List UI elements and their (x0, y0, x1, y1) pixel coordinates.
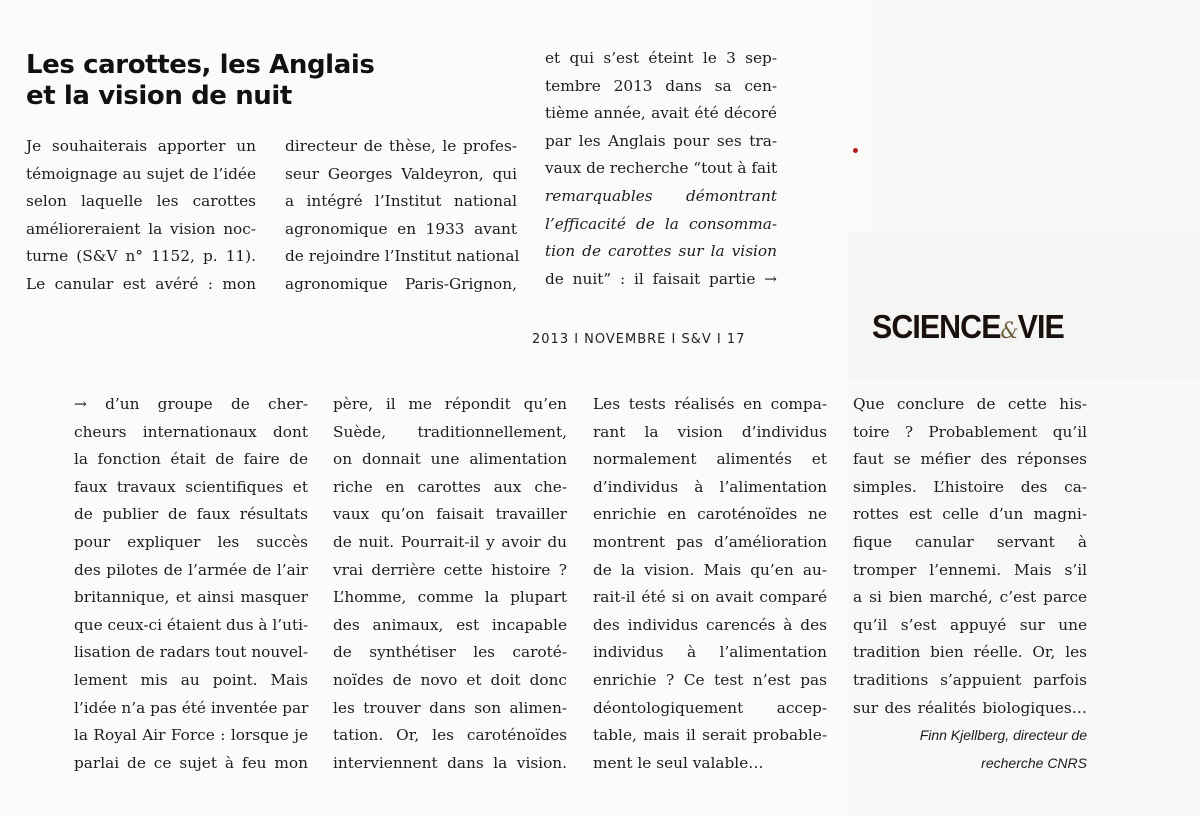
science-et-vie-logo (872, 308, 1064, 346)
title-line: Les carottes, les Anglais (26, 50, 375, 80)
text-line: ment le seul valable… (593, 753, 764, 772)
text-line: la Royal Air Force : lorsque je (74, 726, 308, 745)
text-line: → d’un groupe de cher- (74, 395, 308, 413)
text-line: agronomique en 1933 avant (285, 219, 517, 238)
text-line: l’efficacité de la consomma- (545, 214, 777, 233)
text-line: rait-il été si on avait comparé (593, 588, 827, 607)
page2-column-3 (593, 391, 827, 777)
text-line: individus à l’alimentation (593, 643, 827, 662)
text-line: des pilotes de l’armée de l’air (74, 560, 308, 579)
text-line: témoignage au sujet de l’idée (26, 164, 256, 183)
text-line: lement mis au point. Mais (74, 670, 308, 689)
text-line: selon laquelle les carottes (26, 192, 256, 211)
text-line: déontologiquement accep- (593, 698, 827, 717)
text-line: enrichie ? Ce test n’est pas (593, 670, 827, 689)
text-line: directeur de thèse, le profes- (285, 137, 517, 155)
text-line: table, mais il serait probable- (593, 726, 827, 745)
text-line: traditions s’appuient parfois (853, 670, 1087, 689)
text-line: seur Georges Valdeyron, qui (285, 164, 517, 183)
text-line: vaux de recherche “tout à fait (545, 159, 778, 178)
text-line: fique canular servant à (853, 532, 1087, 551)
text-line: cheurs internationaux dont (74, 422, 308, 441)
title-line: et la vision de nuit (26, 81, 292, 111)
text-line: sur des réalités biologiques… (853, 698, 1087, 717)
text-line: simples. L’histoire des ca- (853, 477, 1087, 496)
logo-paper (848, 232, 1200, 378)
text-line: tième année, avait été décoré (545, 104, 777, 123)
text-line: de rejoindre l’Institut national (285, 247, 520, 266)
text-line: que ceux-ci étaient dus à l’uti- (74, 615, 309, 634)
text-line: de la vision. Mais qu’en au- (593, 560, 827, 579)
logo-ampersand: & (1000, 319, 1018, 344)
text-line: agronomique Paris-Grignon, (285, 274, 517, 293)
text-line: rottes est celle d’un magni- (853, 505, 1087, 524)
text-line: tromper l’ennemi. Mais s’il (853, 560, 1087, 579)
text-line: tradition bien réelle. Or, les (853, 643, 1087, 662)
text-line: de nuit. Pourrait-il y avoir du (333, 532, 567, 551)
logo-word: SCIENCE (872, 308, 1001, 345)
text-line: noïdes de novo et doit donc (333, 670, 567, 689)
text-line: de publier de faux résultats (74, 505, 308, 524)
text-line: rant la vision d’individus (593, 422, 827, 441)
text-line: de synthétiser les caroté- (333, 643, 567, 662)
text-line: riche en carottes aux che- (333, 477, 567, 496)
text-line: parlai de ce sujet à feu mon (74, 753, 308, 772)
text-line: des animaux, est incapable (333, 615, 567, 634)
logo-word: VIE (1017, 308, 1064, 345)
upper-right-paper (872, 0, 1200, 232)
text-line: tembre 2013 dans sa cen- (545, 76, 777, 95)
text-line: britannique, et ainsi masquer (74, 588, 308, 607)
signature-line: recherche CNRS (981, 754, 1087, 771)
text-line: interviennent dans la vision. (333, 753, 567, 772)
text-line: toire ? Probablement qu’il (853, 422, 1087, 441)
text-line: lisation de radars tout nouvel- (74, 643, 308, 662)
text-line: des individus carencés à des (593, 615, 827, 634)
text-line: tion de carottes sur la vision (545, 242, 777, 261)
article-title (26, 50, 374, 112)
text-line: qu’il s’est appuyé sur une (853, 615, 1087, 634)
text-line: par les Anglais pour ses tra- (545, 131, 777, 150)
text-line: Suède, traditionnellement, (333, 422, 567, 441)
text-line: amélioreraient la vision noc- (26, 219, 256, 238)
text-line: turne (S&V n° 1152, p. 11). (26, 247, 256, 266)
text-line: l’idée n’a pas été inventée par (74, 698, 309, 717)
text-line: pour expliquer les succès (74, 532, 308, 551)
text-line: a si bien marché, c’est parce (853, 588, 1087, 607)
page-folio: 2013 I NOVEMBRE I S&V I 17 (532, 332, 746, 347)
text-line: faux travaux scientifiques et (74, 477, 308, 496)
page2-column-1 (74, 391, 308, 777)
page1-column-1 (26, 133, 256, 299)
page2-column-4 (853, 391, 1087, 777)
text-line: a intégré l’Institut national (285, 192, 517, 211)
text-line: normalement alimentés et (593, 450, 827, 469)
text-line: montrent pas d’amélioration (593, 532, 827, 551)
page1-column-2 (285, 133, 520, 299)
text-line: Que conclure de cette his- (853, 395, 1087, 413)
page1-column-3 (545, 45, 777, 293)
text-line: et qui s’est éteint le 3 sep- (545, 49, 777, 67)
text-line: Le canular est avéré : mon (26, 274, 256, 293)
text-line: Je souhaiterais apporter un (26, 137, 256, 155)
text-line: vrai derrière cette histoire ? (333, 560, 567, 579)
text-line: on donnait une alimentation (333, 450, 567, 469)
text-line: d’individus à l’alimentation (593, 477, 827, 496)
text-line: L’homme, comme la plupart (333, 588, 567, 607)
signature-line: Finn Kjellberg, directeur de (919, 727, 1087, 744)
text-line: la fonction était de faire de (74, 450, 308, 469)
text-line: Les tests réalisés en compa- (593, 395, 827, 413)
text-line: les trouver dans son alimen- (333, 698, 567, 717)
text-line: vaux qu’on faisait travailler (333, 505, 567, 524)
text-line: père, il me répondit qu’en (333, 395, 567, 413)
red-speck (853, 148, 858, 153)
text-line: enrichie en caroténoïdes ne (593, 505, 827, 524)
text-line: remarquables démontrant (545, 186, 777, 205)
text-line: faut se méfier des réponses (853, 450, 1087, 469)
page2-column-2 (333, 391, 567, 777)
text-line: de nuit” : il faisait partie → (545, 269, 777, 288)
text-line: tation. Or, les caroténoïdes (333, 726, 567, 745)
